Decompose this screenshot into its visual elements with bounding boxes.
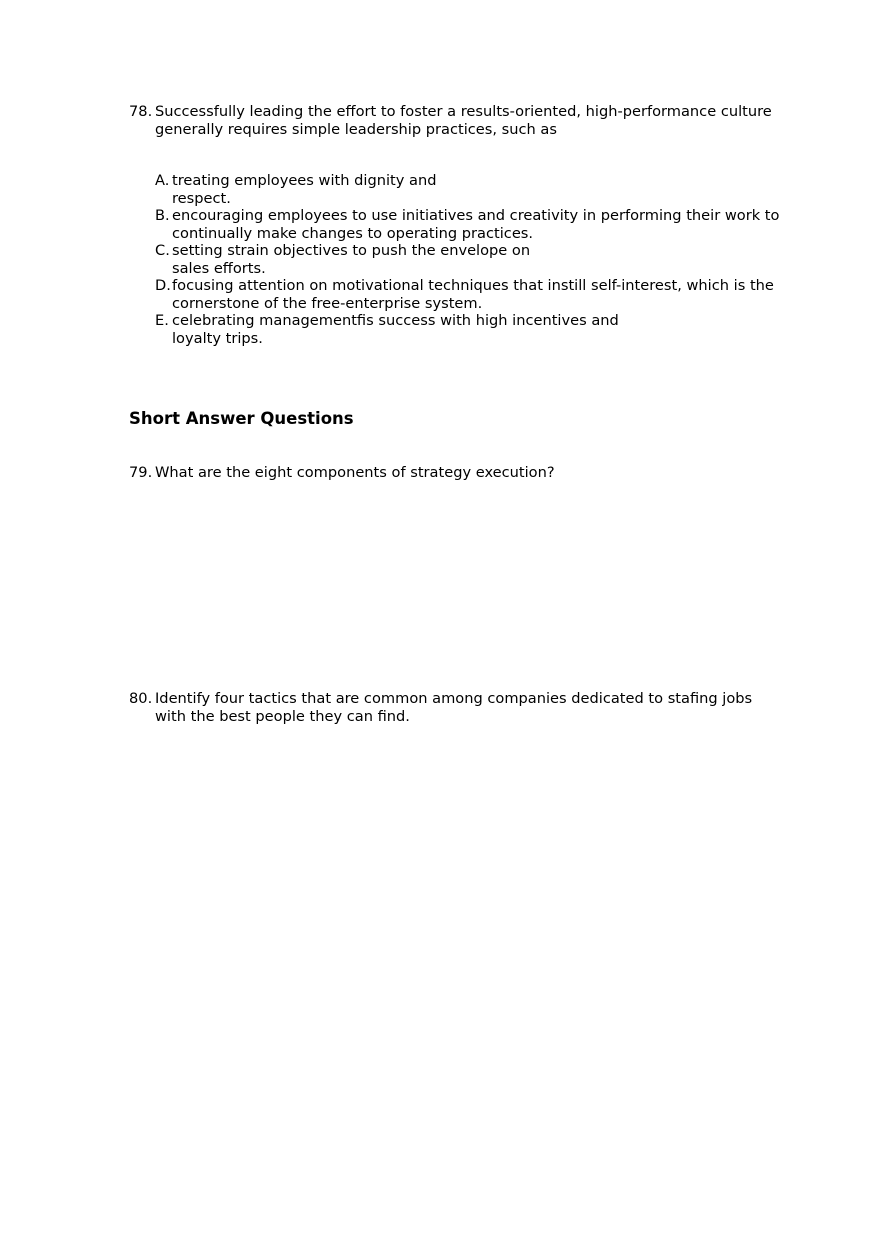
question-80 bbox=[129, 690, 754, 725]
question-number: 80. bbox=[129, 690, 153, 707]
question-79 bbox=[129, 464, 779, 482]
option-b bbox=[155, 207, 797, 242]
option-c bbox=[155, 242, 547, 277]
question-number: 78. bbox=[129, 103, 153, 120]
option-text: celebrating managementﬁs success with high incentives and loyalty trips. bbox=[172, 312, 619, 347]
question-78 bbox=[129, 103, 779, 138]
question-number: 79. bbox=[129, 464, 153, 481]
option-letter: B. bbox=[155, 207, 170, 224]
option-text: setting strain objectives to push the envelope on sales efforts. bbox=[172, 242, 531, 277]
option-letter: A. bbox=[155, 172, 170, 189]
option-letter: D. bbox=[155, 277, 171, 294]
question-text: Identify four tactics that are common among companies dedicated to staﬁng jobs with the best people they can find. bbox=[155, 690, 753, 725]
option-letter: E. bbox=[155, 312, 169, 329]
question-text: Successfully leading the effort to foster a results-oriented, high-performance culture generally requires simple leadership practices, such as bbox=[155, 103, 772, 138]
option-text: treating employees with dignity and respect. bbox=[172, 172, 437, 207]
section-heading: Short Answer Questions bbox=[129, 409, 354, 428]
option-d bbox=[155, 277, 797, 312]
option-text: focusing attention on motivational techniques that instill self-interest, which is the cornerstone of the free-enterprise system. bbox=[172, 277, 774, 312]
answer-options bbox=[155, 172, 780, 347]
question-text: What are the eight components of strategy execution? bbox=[155, 464, 555, 481]
option-letter: C. bbox=[155, 242, 170, 259]
option-a bbox=[155, 172, 437, 207]
option-text: encouraging employees to use initiatives and creativity in performing their work to continually make changes to operating practices. bbox=[172, 207, 780, 242]
option-e bbox=[155, 312, 637, 347]
